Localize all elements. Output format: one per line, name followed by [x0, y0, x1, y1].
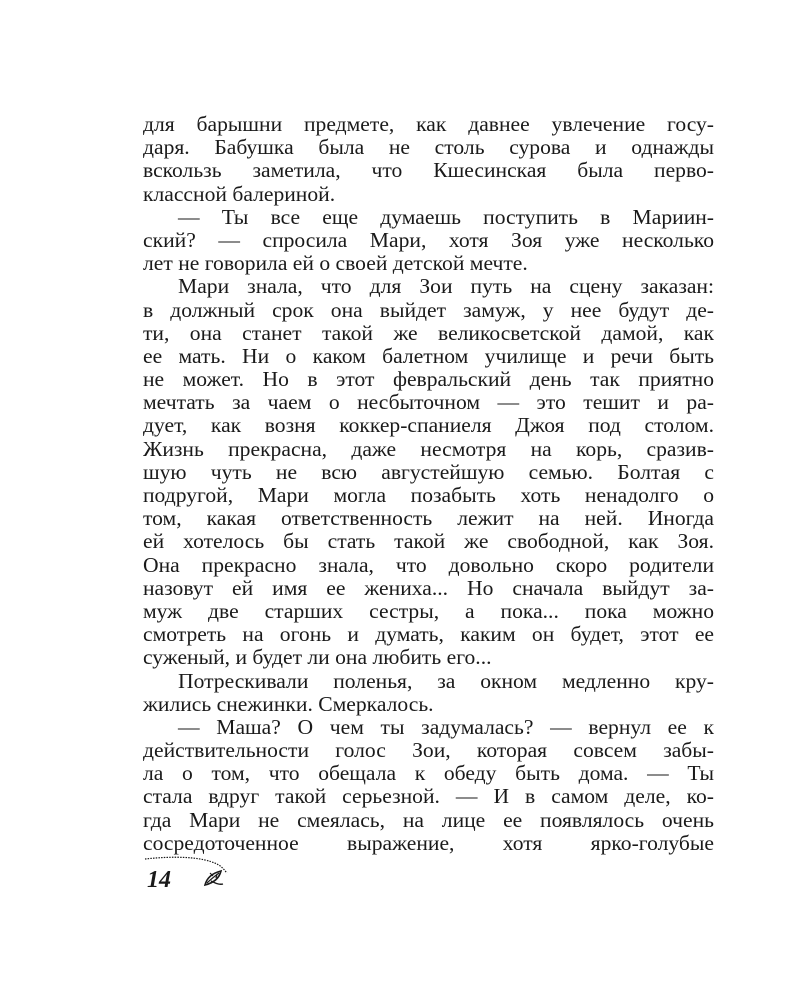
body-text	[143, 113, 714, 855]
text-line: Жизнь прекрасна, даже несмотря на корь, сразив-	[143, 436, 714, 461]
page-number: 14	[147, 867, 171, 893]
text-line: ти, она станет такой же великосветской дамой, как	[143, 320, 714, 345]
text-line: гда Мари не смеялась, на лице ее появлялось очень	[143, 807, 714, 832]
text-line: действительности голос Зои, которая совсем забы-	[143, 738, 714, 763]
text-line: ский? — спросила Мари, хотя Зоя уже несколько	[143, 227, 714, 252]
text-line: не может. Но в этот февральский день так приятно	[143, 367, 714, 392]
text-line: ла о том, что обещала к обеду быть дома. — Ты	[143, 761, 714, 786]
text-line: смотреть на огонь и думать, каким он будет, этот ее	[143, 622, 714, 647]
text-line: вскользь заметила, что Кшесинская была перво-	[143, 158, 714, 183]
text-line: — Ты все еще думаешь поступить в Мариин-	[178, 204, 714, 229]
text-line: в должный срок она выйдет замуж, у нее будут де-	[143, 297, 714, 322]
text-line: том, какая ответственность лежит на ней. Иногда	[143, 506, 714, 531]
text-line: назовут ей имя ее жениха... Но сначала выйдут за-	[143, 575, 714, 600]
text-line: даря. Бабушка была не столь сурова и однажды	[143, 135, 714, 160]
text-line: ее мать. Ни о каком балетном училище и речи быть	[143, 343, 714, 368]
text-line: классной балериной.	[143, 181, 336, 206]
text-line: лет не говорила ей о своей детской мечте.	[143, 251, 528, 276]
text-line: Она прекрасно знала, что довольно скоро родители	[143, 552, 714, 577]
text-line: муж две старших сестры, а пока... пока можно	[143, 598, 714, 623]
text-line: сосредоточенное выражение, хотя ярко-голубые	[143, 830, 714, 855]
text-line: жились снежинки. Смеркалось.	[143, 691, 434, 716]
text-line: для барышни предмете, как давнее увлечение госу-	[143, 112, 714, 136]
text-line: мечтать за чаем о несбыточном — это тешит и ра-	[143, 390, 714, 415]
text-line: Мари знала, что для Зои путь на сцену заказан:	[178, 274, 714, 299]
leaf-ornament-icon	[201, 867, 227, 889]
text-line: Потрескивали поленья, за окном медленно кру-	[178, 668, 714, 693]
text-line: дует, как возня коккер-спаниеля Джоя под столом.	[143, 413, 714, 438]
text-line: стала вдруг такой серьезной. — И в самом деле, ко-	[143, 784, 714, 809]
page-footer	[143, 855, 343, 905]
text-line: — Маша? О чем ты задумалась? — вернул ее к	[178, 714, 714, 739]
text-line: суженый, и будет ли она любить его...	[143, 645, 492, 670]
text-line: ей хотелось бы стать такой же свободной, как Зоя.	[143, 529, 714, 554]
text-line: шую чуть не всю августейшую семью. Болтая с	[143, 459, 714, 484]
text-line: подругой, Мари могла позабыть хоть ненадолго о	[143, 483, 714, 507]
